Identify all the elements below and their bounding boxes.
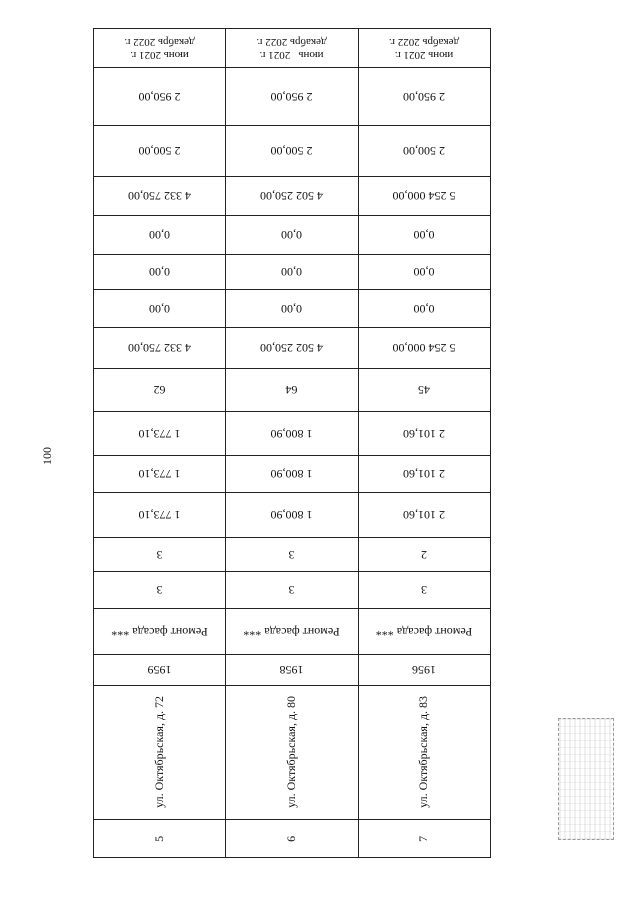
residents-cell: 64 [285, 383, 298, 398]
address-cell: ул. Октябрьская, д. 72 [151, 696, 166, 808]
area-cell: 2 101,60 [403, 508, 445, 523]
count-cell: 3 [288, 547, 295, 562]
cost-cell: 2 950,00 [403, 89, 445, 104]
area-cell: 1 800,90 [270, 426, 313, 441]
area-cell: 1 773,10 [138, 508, 181, 523]
address-cell: ул. Октябрьская, д. 83 [416, 696, 431, 808]
item-number-cell: 7 [416, 835, 431, 842]
zero-cell: 0,00 [413, 301, 435, 316]
zero-cell: 0,00 [149, 228, 170, 243]
item-number-cell: 5 [151, 835, 166, 842]
zero-cell: 0,00 [281, 301, 302, 316]
item-number-cell: 6 [283, 835, 298, 842]
total-cell: 4 502 250,00 [260, 341, 323, 356]
total-cell: 5 254 000,00 [392, 341, 456, 356]
count-cell: 3 [156, 547, 163, 562]
count-cell: 2 [421, 547, 427, 562]
page-number: 100 [39, 447, 54, 465]
residents-cell: 62 [153, 383, 166, 398]
count-cell: 3 [288, 583, 295, 598]
area-cell: 1 800,90 [270, 508, 313, 523]
fund-cell: 5 254 000,00 [392, 189, 456, 204]
area-cell: 1 773,10 [138, 467, 181, 482]
work-type-cell: Ремонт фасада *** [375, 624, 473, 639]
zero-cell: 0,00 [149, 265, 170, 280]
residents-cell: 45 [418, 383, 430, 398]
zero-cell: 0,00 [413, 228, 435, 243]
cost-cell: 2 500,00 [403, 144, 445, 159]
period-cell: июнь 2021 г. декабрь 2022 г. [388, 36, 460, 61]
cost-cell: 2 950,00 [138, 89, 181, 104]
stamp-mark [558, 718, 614, 840]
work-type-cell: Ремонт фасада *** [243, 624, 340, 639]
total-cell: 4 332 750,00 [128, 341, 191, 356]
zero-cell: 0,00 [149, 301, 170, 316]
period-cell: июнь 2021 г. декабрь 2022 г. [256, 36, 327, 61]
capital-repair-table [93, 28, 491, 858]
work-type-cell: Ремонт фасада *** [111, 624, 208, 639]
address-cell: ул. Октябрьская, д. 80 [283, 696, 298, 808]
zero-cell: 0,00 [281, 228, 302, 243]
cost-cell: 2 950,00 [270, 89, 313, 104]
year-cell: 1958 [279, 663, 304, 678]
cost-cell: 2 500,00 [138, 144, 181, 159]
year-cell: 1956 [412, 663, 436, 678]
fund-cell: 4 502 250,00 [260, 189, 323, 204]
area-cell: 2 101,60 [403, 467, 445, 482]
count-cell: 3 [421, 583, 427, 598]
fund-cell: 4 332 750,00 [128, 189, 191, 204]
cost-cell: 2 500,00 [270, 144, 313, 159]
zero-cell: 0,00 [281, 265, 302, 280]
count-cell: 3 [156, 583, 163, 598]
area-cell: 1 800,90 [270, 467, 313, 482]
period-cell: июнь 2021 г. декабрь 2022 г. [124, 36, 195, 61]
area-cell: 2 101,60 [403, 426, 445, 441]
zero-cell: 0,00 [413, 265, 435, 280]
area-cell: 1 773,10 [138, 426, 181, 441]
year-cell: 1959 [147, 663, 172, 678]
